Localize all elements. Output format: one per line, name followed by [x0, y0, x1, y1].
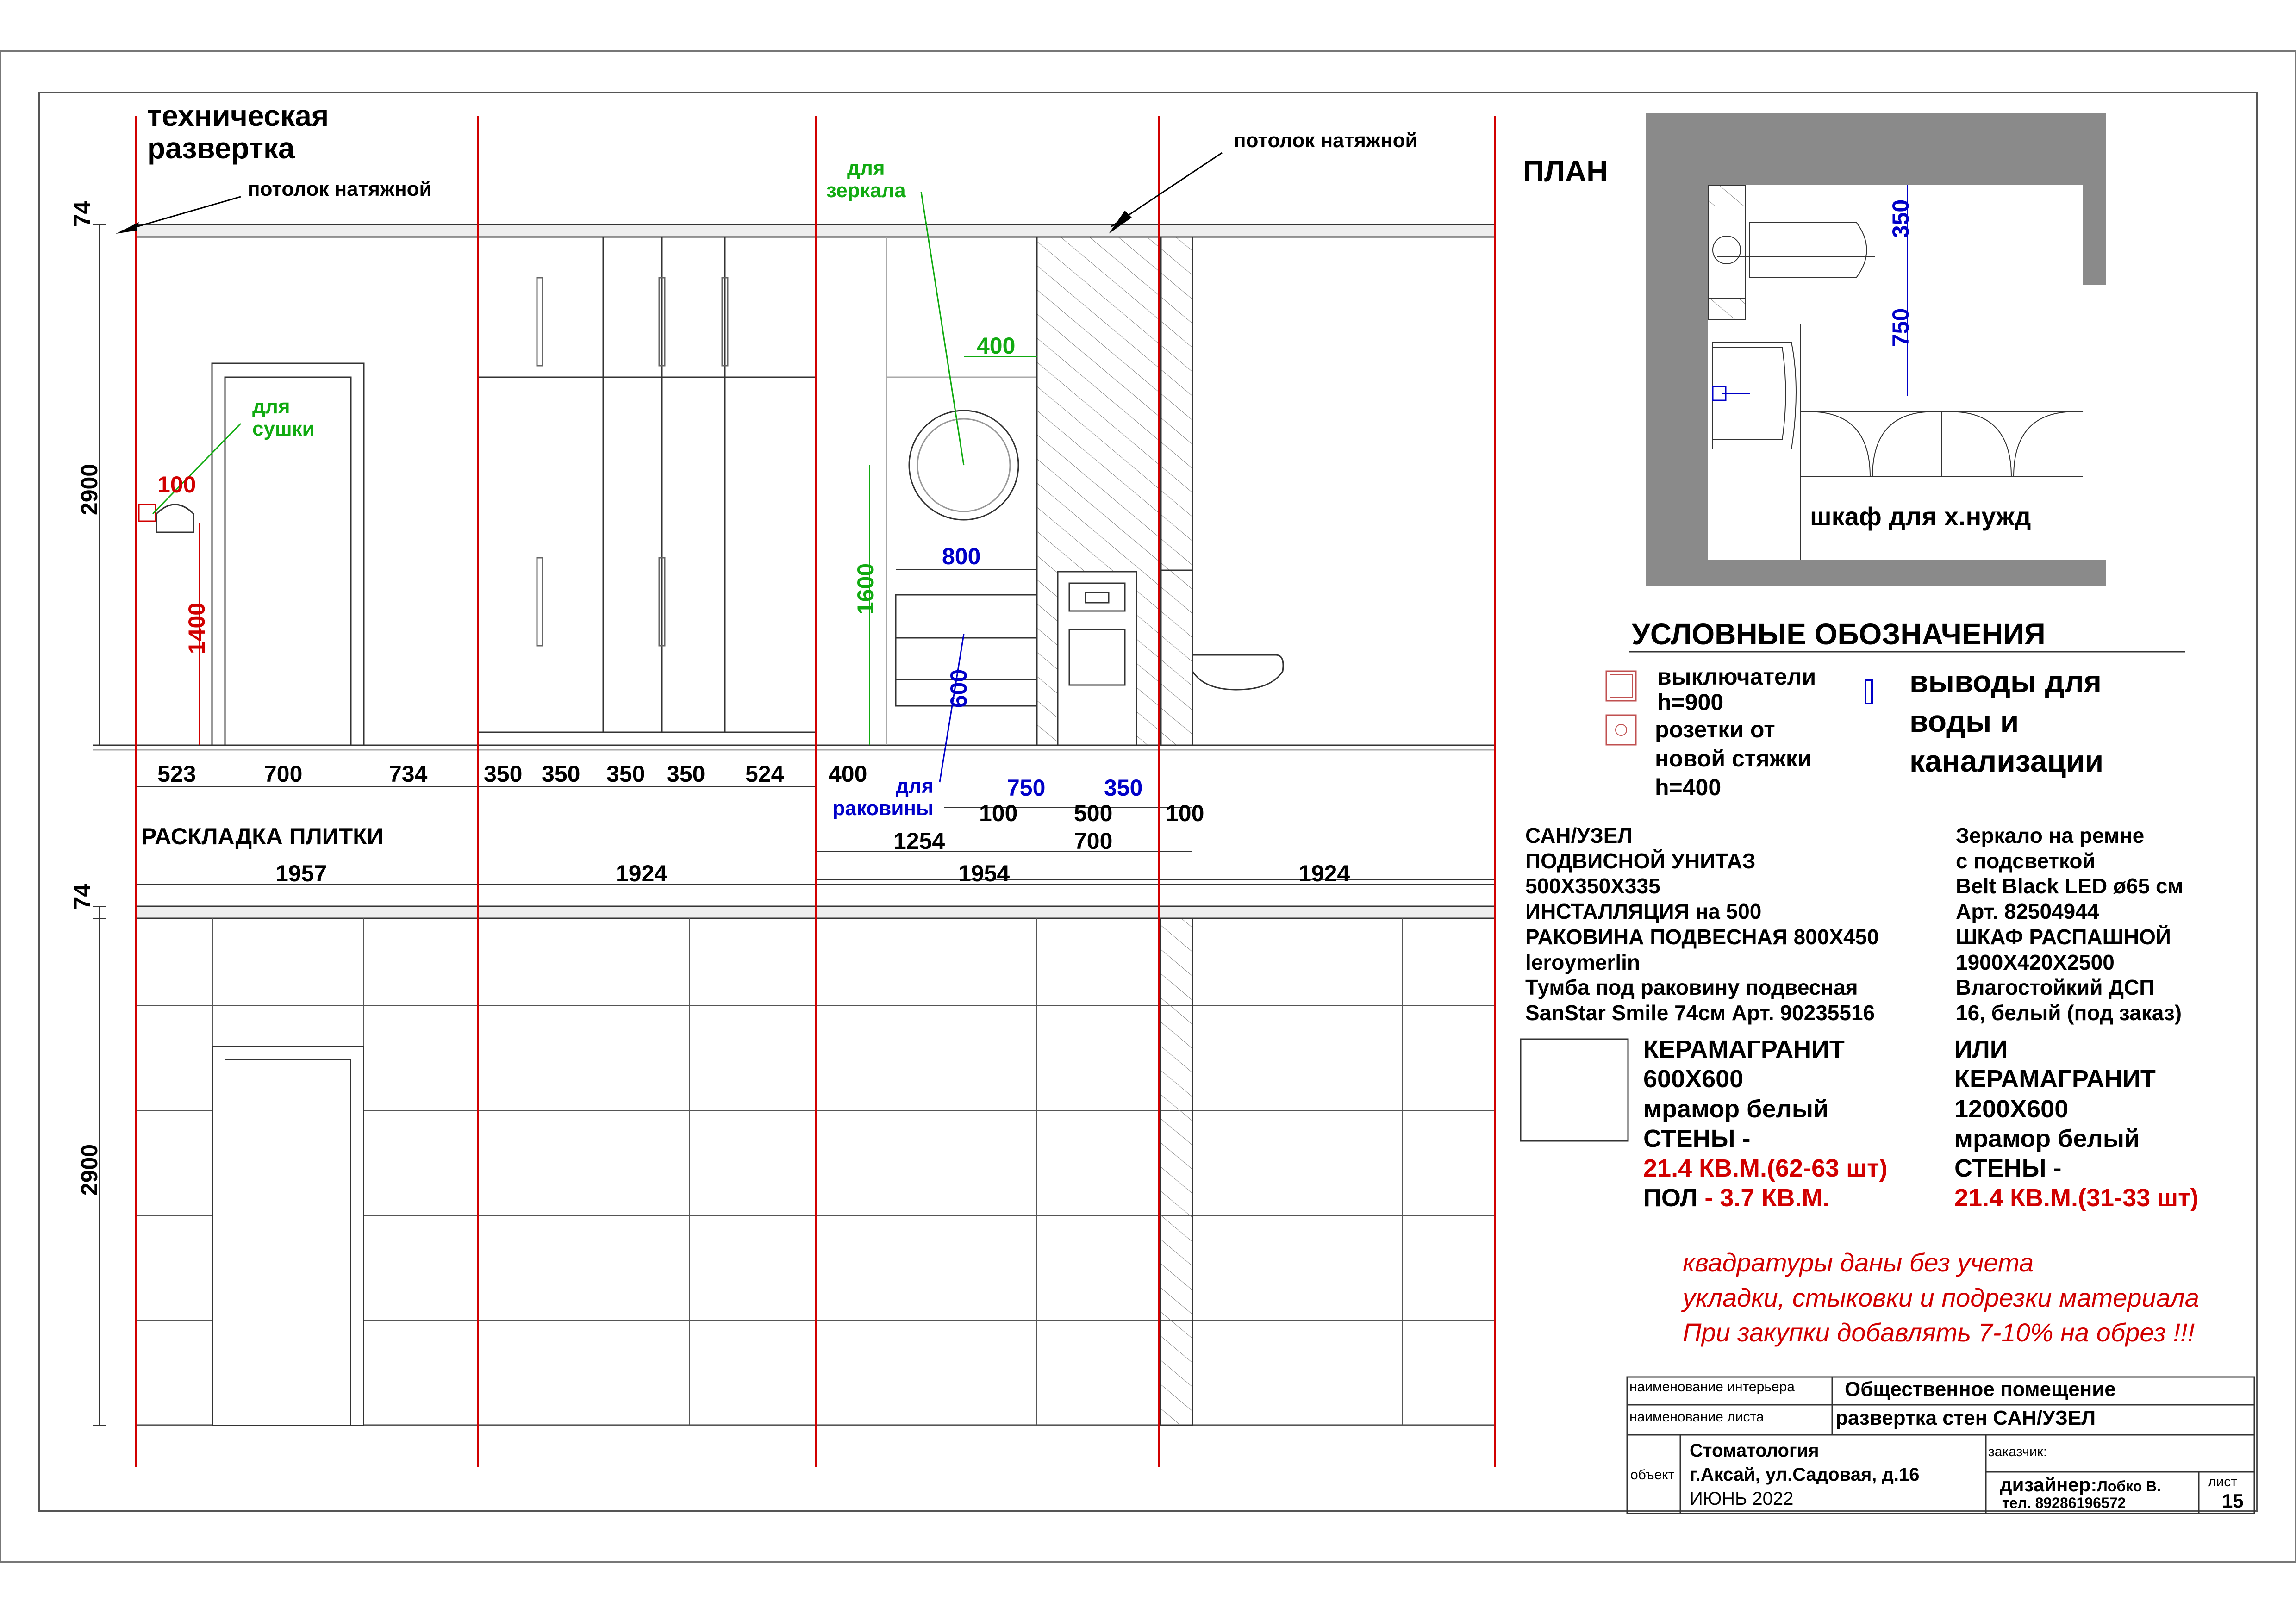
dim-400: 400	[829, 761, 867, 787]
flush-button	[1086, 592, 1109, 603]
stamp-object	[1690, 1439, 1920, 1511]
toilet-bowl	[1192, 655, 1283, 690]
dim-100-b: 100	[1166, 800, 1204, 826]
wardrobe-handle	[537, 278, 543, 366]
tile-a-l4: СТЕНЫ -	[1643, 1124, 1751, 1153]
legend-water-l1: выводы для	[1909, 664, 2102, 698]
spec-left-1: ПОДВИСНОЙ УНИТАЗ	[1525, 848, 1756, 873]
spec-right-7: 16, белый (под заказ)	[1956, 1001, 2182, 1025]
spec-left-5: leroymerlin	[1525, 950, 1640, 974]
spec-left-4: РАКОВИНА ПОДВЕСНАЯ 800Х450	[1525, 924, 1879, 949]
dim-750: 750	[1007, 775, 1046, 801]
dim-700: 700	[264, 761, 303, 787]
note-drying-l1: для	[252, 395, 290, 418]
disclaimer-l3: При закупки добавлять 7-10% на обрез !!!	[1683, 1318, 2195, 1347]
ceiling-label: потолок натяжной	[248, 178, 432, 200]
dim-74-bottom: 74	[69, 884, 95, 910]
stamp-sheet-label: наименование листа	[1629, 1409, 1764, 1425]
top-dimensions	[93, 224, 1495, 879]
dim-350-b: 350	[542, 761, 580, 787]
tile-a-l5: 21.4 КВ.М.(62-63 шт)	[1643, 1154, 1888, 1182]
dim-1600: 1600	[853, 563, 879, 615]
plan-title: ПЛАН	[1523, 155, 1608, 188]
dim-2900-bottom: 2900	[76, 1144, 103, 1196]
tile-b-l0: ИЛИ	[1954, 1035, 2008, 1063]
dim-523: 523	[157, 761, 196, 787]
note-mirror-l2: зеркала	[826, 179, 906, 202]
legend-sockets-l2: новой стяжки	[1655, 745, 1812, 772]
stamp-sheet-no: 15	[2222, 1490, 2244, 1512]
spec-right-3: Арт. 82504944	[1956, 899, 2099, 924]
disclaimer-l1: квадратуры даны без учета	[1683, 1248, 2034, 1277]
tile-b-l5: 21.4 КВ.М.(31-33 шт)	[1954, 1184, 2199, 1212]
title-tech	[147, 100, 329, 165]
stamp-sheet-value: развертка стен САН/УЗЕЛ	[1835, 1407, 2096, 1429]
tile-option-a	[1643, 1034, 1888, 1213]
stamp-object-l2: г.Аксай, ул.Садовая, д.16	[1690, 1464, 1920, 1485]
disclaimer	[1683, 1245, 2199, 1350]
wall-1957: 1957	[275, 860, 327, 886]
legend-title: УСЛОВНЫЕ ОБОЗНАЧЕНИЯ	[1632, 617, 2046, 651]
spec-left-0: САН/УЗЕЛ	[1525, 823, 1633, 847]
dim-350-a: 350	[484, 761, 523, 787]
wardrobe	[478, 237, 816, 732]
legend-switches-l2: h=900	[1657, 689, 1724, 715]
dim-800: 800	[942, 543, 981, 569]
wall-hatch-bottom	[1161, 918, 1192, 1425]
tile-a-l1: КЕРАМАГРАНИТ	[1643, 1035, 1845, 1063]
legend-sockets-l3: h=400	[1655, 774, 1722, 800]
legend-water-l3: канализации	[1909, 743, 2104, 778]
tile-b-l4: СТЕНЫ -	[1954, 1154, 2062, 1182]
switch-symbol	[1606, 671, 1636, 701]
spec-right	[1956, 823, 2184, 1026]
plan-dim-350: 350	[1888, 199, 1914, 238]
legend-switches	[1657, 664, 1816, 715]
tile-layout-title: РАСКЛАДКА ПЛИТКИ	[141, 823, 384, 849]
top-elevation	[93, 224, 1495, 750]
note-mirror	[826, 157, 906, 202]
note-mirror-l1: для	[847, 157, 885, 180]
dim-350-d: 350	[667, 761, 705, 787]
stamp-interior-value: Общественное помещение	[1845, 1378, 2116, 1401]
tile-a-floor: ПОЛ	[1643, 1184, 1698, 1212]
plan-cabinet-label: шкаф для х.нужд	[1810, 502, 2031, 531]
dim-700-b: 700	[1074, 828, 1113, 854]
stamp-client-label: заказчик:	[1988, 1444, 2047, 1459]
plan-dim-750: 750	[1888, 308, 1914, 347]
tile-a-l3: мрамор белый	[1643, 1095, 1829, 1123]
title-tech-line1: техническая	[147, 99, 329, 132]
note-sink-l2: раковины	[832, 797, 934, 820]
dim-600: 600	[946, 669, 972, 708]
dim-100-a: 100	[979, 800, 1018, 826]
stamp-object-l3: ИЮНЬ 2022	[1690, 1489, 1794, 1509]
spec-right-2: Belt Black LED ø65 см	[1956, 874, 2184, 898]
disclaimer-l2: укладки, стыковки и подрезки материала	[1683, 1283, 2199, 1312]
legend-sockets-l1: розетки от	[1655, 717, 1775, 742]
spec-right-1: с подсветкой	[1956, 848, 2096, 873]
dim-350-c: 350	[606, 761, 645, 787]
plan-hatch	[1708, 299, 1745, 319]
legend-water-l2: воды и	[1909, 704, 2019, 738]
legend-water	[1909, 662, 2103, 781]
stamp-phone: тел. 89286196572	[2002, 1495, 2126, 1511]
spec-right-4: ШКАФ РАСПАШНОЙ	[1956, 924, 2171, 949]
dim-400-mirror: 400	[977, 333, 1016, 359]
stamp-sheet-no-label: лист	[2208, 1474, 2238, 1489]
wardrobe-handle	[537, 558, 543, 646]
legend-sockets	[1655, 715, 1812, 802]
legend-switches-l1: выключатели	[1657, 664, 1816, 690]
note-sink	[831, 775, 934, 820]
spec-right-5: 1900Х420Х2500	[1956, 950, 2115, 974]
stamp-designer	[2000, 1474, 2161, 1495]
tile-option-b	[1954, 1034, 2199, 1213]
note-drying-l2: сушки	[252, 417, 315, 441]
dim-74-top: 74	[69, 201, 95, 227]
wall-1924-a: 1924	[616, 860, 668, 886]
spec-left-6: Тумба под раковину подвесная	[1525, 975, 1858, 1000]
spec-left	[1525, 823, 1879, 1026]
ceiling-label-right: потолок натяжной	[1234, 129, 1418, 152]
title-tech-line2: развертка	[147, 131, 295, 165]
tile-b-l1: КЕРАМАГРАНИТ	[1954, 1065, 2156, 1093]
wall-hatch	[1161, 570, 1192, 745]
plan-hatch	[1708, 185, 1745, 206]
dryer-fixture	[156, 505, 193, 532]
spec-left-3: ИНСТАЛЛЯЦИЯ на 500	[1525, 899, 1762, 924]
socket-symbol	[1606, 715, 1636, 745]
stamp-object-l1: Стоматология	[1690, 1440, 1819, 1461]
dim-734: 734	[389, 761, 428, 787]
dim-2900-top: 2900	[76, 463, 103, 516]
dim-350-blue: 350	[1104, 775, 1143, 801]
stamp-designer-label: дизайнер:	[2000, 1474, 2097, 1495]
wall-1924-b: 1924	[1298, 860, 1350, 886]
tile-a-l2: 600Х600	[1643, 1065, 1744, 1093]
wall-hatch	[1161, 237, 1192, 570]
dim-1254: 1254	[893, 828, 945, 854]
spec-right-0: Зеркало на ремне	[1956, 823, 2145, 847]
stamp-object-label: объект	[1630, 1467, 1675, 1483]
note-sink-l1: для	[896, 775, 934, 798]
water-symbol	[1866, 680, 1872, 704]
dim-524: 524	[745, 761, 784, 787]
tile-swatch	[1521, 1039, 1628, 1141]
tile-a-l6	[1643, 1183, 1888, 1213]
stamp-interior-label: наименование интерьера	[1629, 1379, 1795, 1395]
spec-left-7: SanStar Smile 74см Арт. 90235516	[1525, 1001, 1875, 1025]
dim-100-red: 100	[157, 472, 196, 498]
tile-a-floor-area: - 3.7 КВ.М.	[1697, 1184, 1830, 1212]
tile-b-l3: мрамор белый	[1954, 1124, 2140, 1153]
spec-left-2: 500Х350Х335	[1525, 874, 1660, 898]
stamp-designer-name: Лобко В.	[2097, 1478, 2161, 1495]
dim-1400: 1400	[184, 602, 210, 654]
dim-500: 500	[1074, 800, 1113, 826]
tile-b-l2: 1200Х600	[1954, 1095, 2069, 1123]
note-drying	[252, 396, 315, 441]
wall-1954: 1954	[958, 860, 1010, 886]
spec-right-6: Влагостойкий ДСП	[1956, 975, 2155, 1000]
